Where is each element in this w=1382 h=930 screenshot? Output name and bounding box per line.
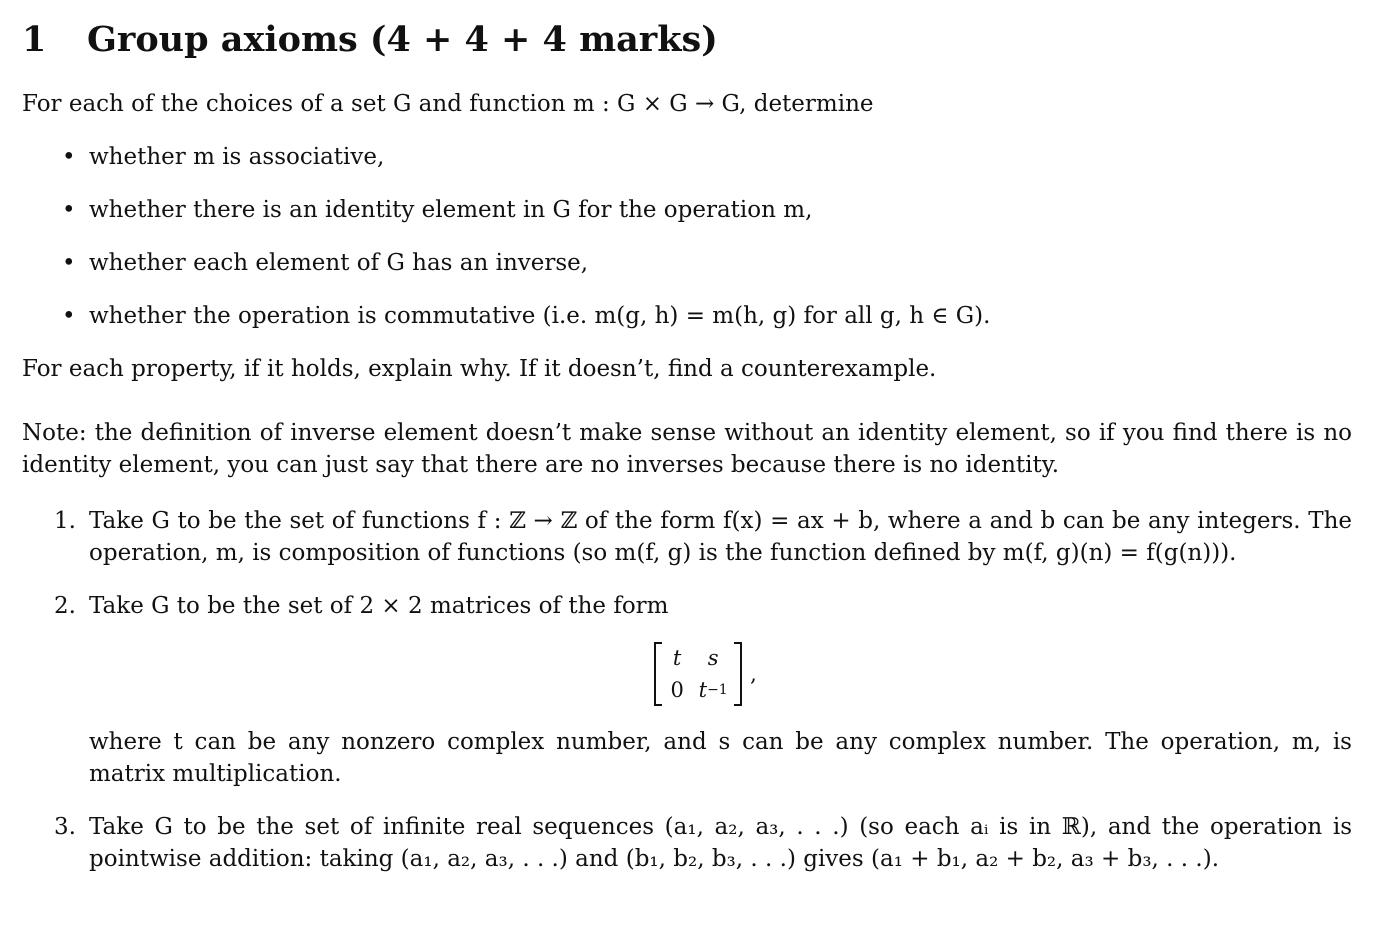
list-item <box>62 247 1352 279</box>
section-heading <box>22 14 1352 66</box>
matrix-grid <box>662 642 734 706</box>
problem-label: 2. <box>54 593 76 619</box>
matrix <box>654 642 757 706</box>
bullet-text: whether m is associative, <box>89 144 385 170</box>
bullet-text: whether the operation is commutative (i.e. m(g, h) = m(h, g) for all g, h ∈ G). <box>89 303 991 329</box>
bullet-icon: • <box>62 250 76 276</box>
right-bracket <box>734 642 742 706</box>
document-page <box>22 14 1352 896</box>
problem-item-3 <box>54 811 1352 875</box>
bullet-text: whether there is an identity element in G for the operation m, <box>89 197 813 223</box>
list-item <box>62 300 1352 332</box>
problem-label: 1. <box>54 508 76 534</box>
matrix-cell: t <box>672 646 682 670</box>
section-number: 1 <box>22 19 47 60</box>
matrix-cell: s <box>707 646 719 670</box>
problem-label: 3. <box>54 814 76 840</box>
matrix-comma: , <box>750 662 757 686</box>
instruction-paragraph: For each property, if it holds, explain why. If it doesn’t, find a counterexample. <box>22 356 937 382</box>
problem-text: Take G to be the set of functions f : ℤ → ℤ of the form f(x) = ax + b, where a and b can be any integers. The operation, m, is composition of functions (so m(f, g) is the function defined by m(f, g)(n) = f(g(n))). <box>89 508 1352 566</box>
problem-text-after: where t can be any nonzero complex number, and s can be any complex number. The operation, m, is matrix multiplication. <box>89 729 1352 787</box>
matrix-display <box>89 642 1352 706</box>
left-bracket <box>654 642 662 706</box>
problem-text: Take G to be the set of infinite real sequences (a₁, a₂, a₃, . . .) (so each aᵢ is in ℝ), and the operation is pointwise addition: taking (a₁, a₂, a₃, . . .) and (b₁, b₂, b₃, . . .) gives (a₁ + b₁, a₂ + b₂, a₃ + b₃, . . .). <box>89 814 1352 872</box>
matrix-cell: t −1 <box>698 678 728 702</box>
bullet-icon: • <box>62 197 76 223</box>
section-title: Group axioms (4 + 4 + 4 marks) <box>87 19 718 60</box>
note-paragraph: Note: the definition of inverse element doesn’t make sense without an identity element, so if you find there is no identity element, you can just say that there are no inverses because there is no identity. <box>22 420 1352 478</box>
problem-item-2 <box>54 590 1352 790</box>
list-item <box>62 194 1352 226</box>
bullet-icon: • <box>62 144 76 170</box>
intro-paragraph: For each of the choices of a set G and function m : G × G → G, determine <box>22 91 874 117</box>
matrix-cell: 0 <box>670 678 684 702</box>
problem-text: Take G to be the set of 2 × 2 matrices of the form <box>89 593 669 619</box>
problem-item-1 <box>54 505 1352 569</box>
problem-list <box>22 505 1352 875</box>
bullet-icon: • <box>62 303 76 329</box>
list-item <box>62 141 1352 173</box>
property-list <box>22 141 1352 332</box>
bullet-text: whether each element of G has an inverse, <box>89 250 589 276</box>
